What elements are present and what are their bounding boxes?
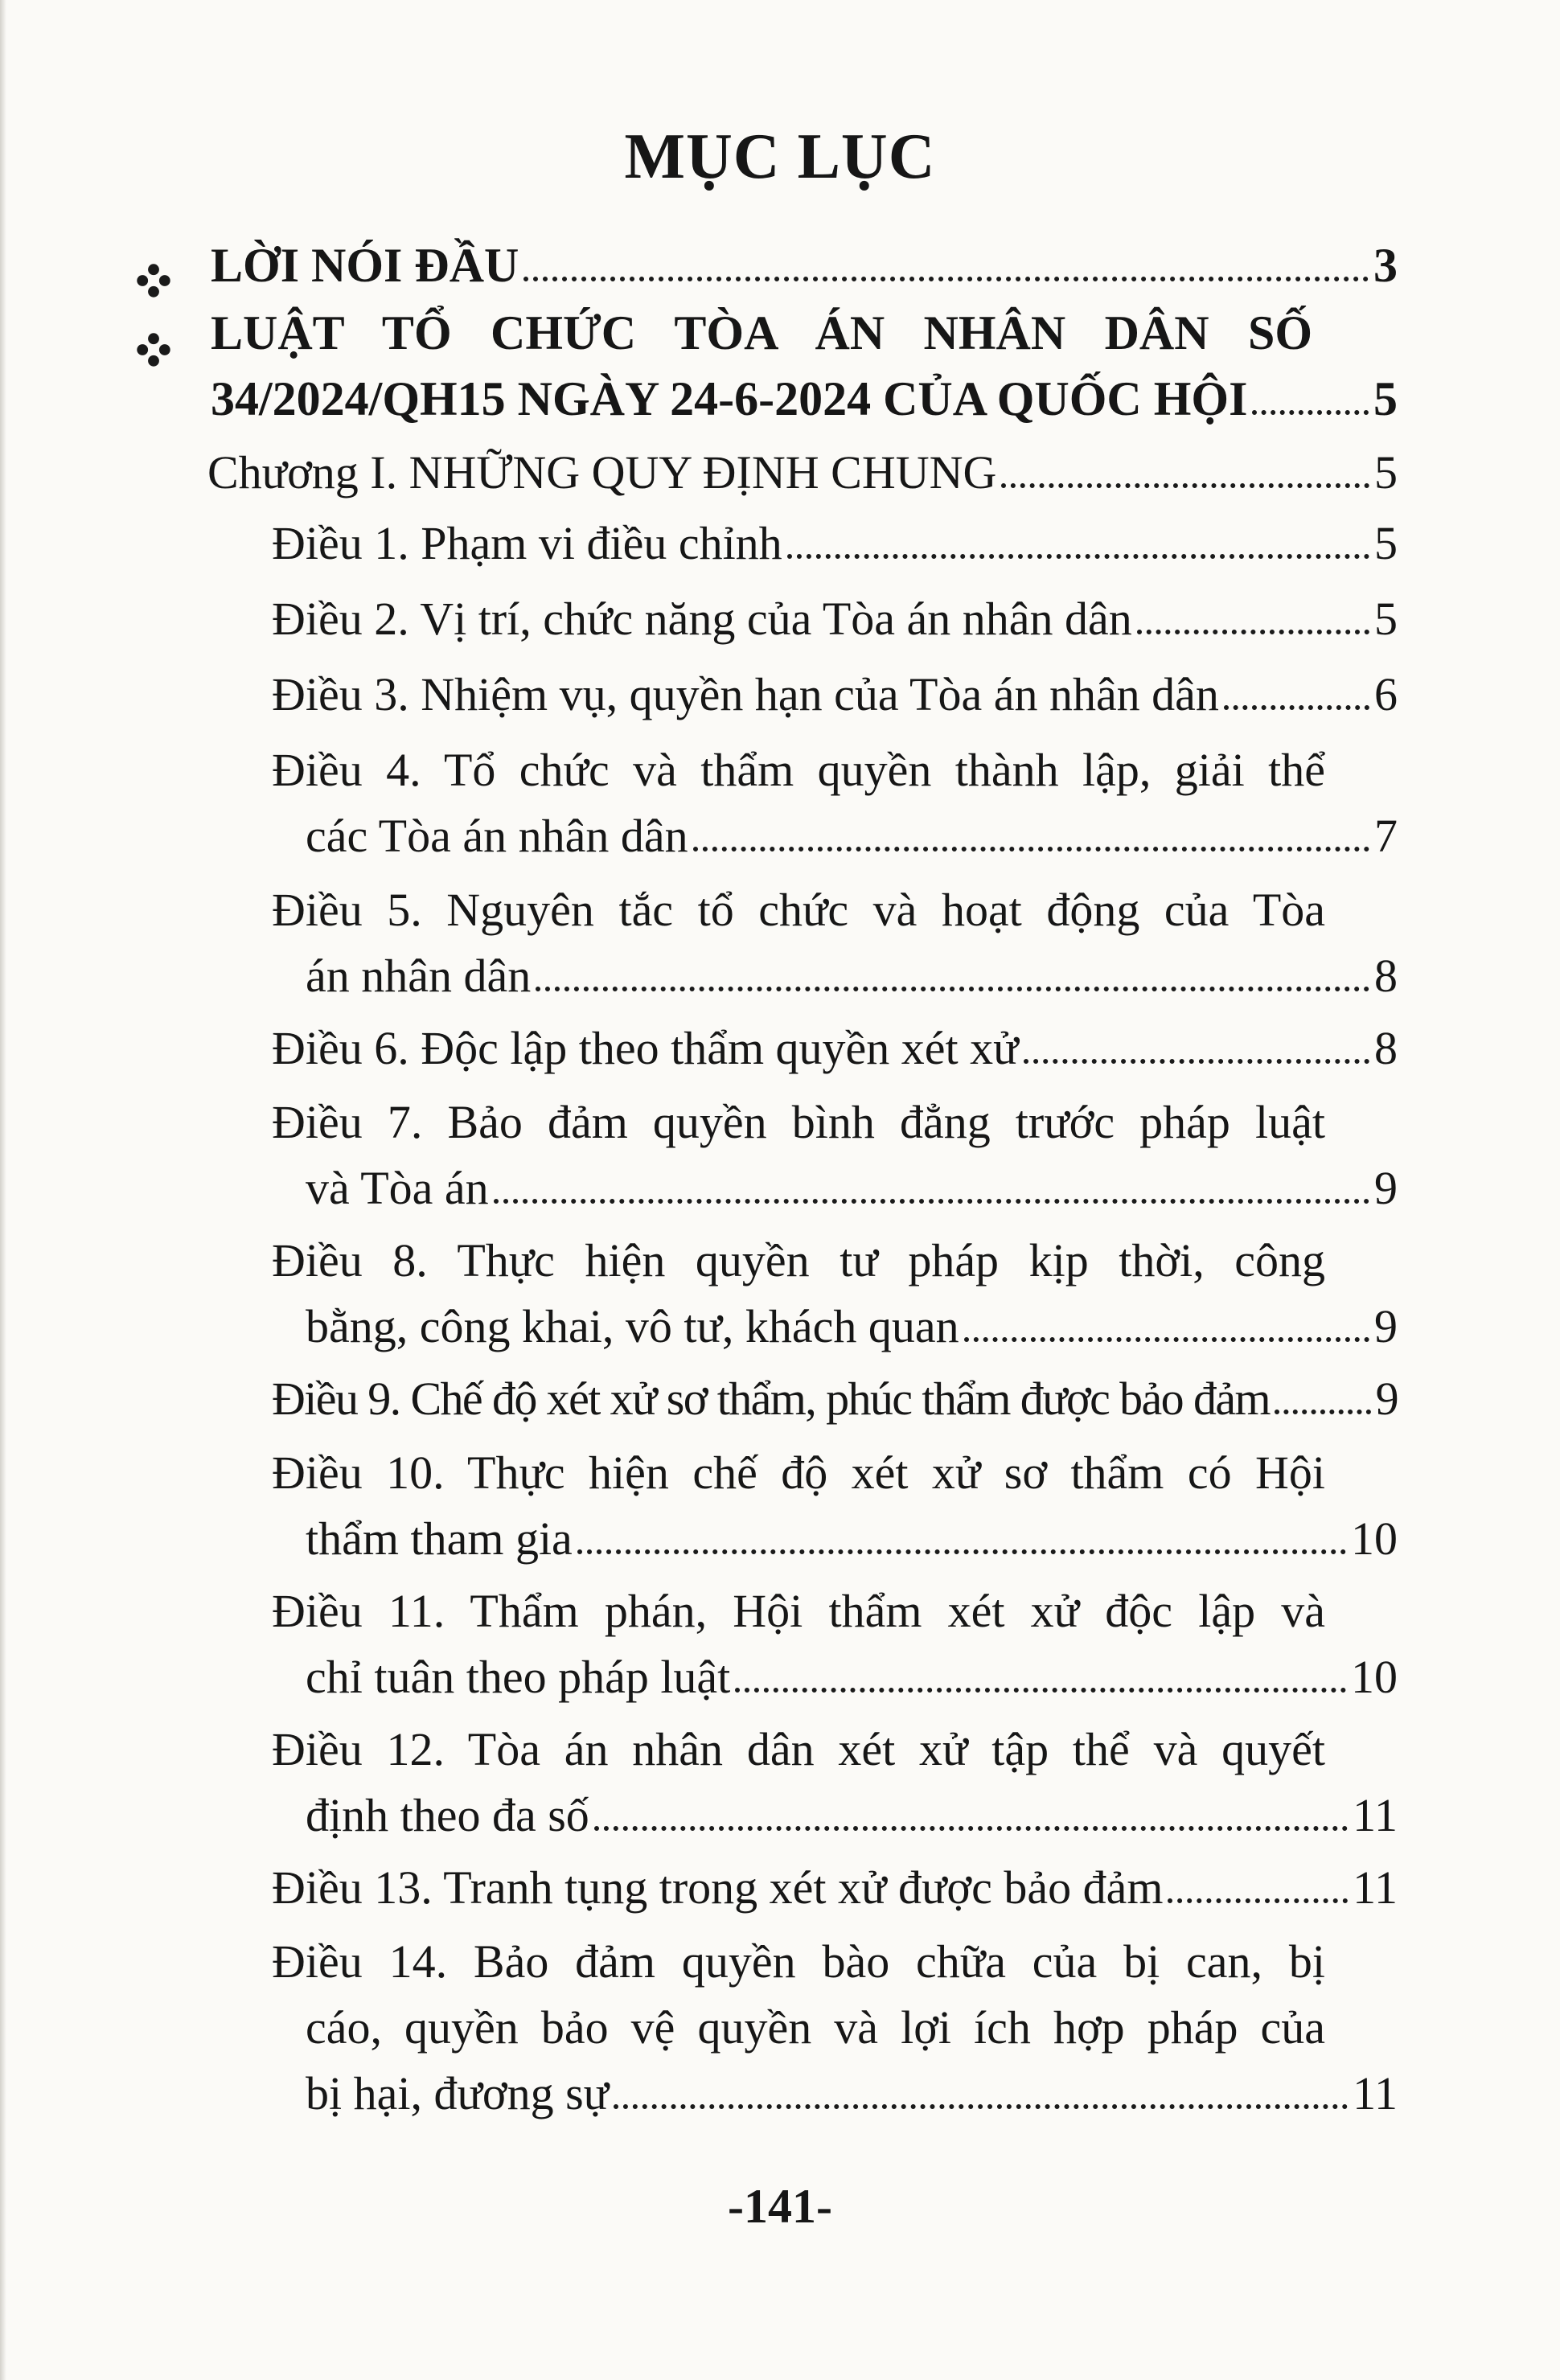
dot-leader [1137, 630, 1369, 634]
toc-article-14-line3[interactable] [306, 2066, 1398, 2132]
toc-section-law-line2[interactable] [211, 371, 1398, 437]
toc-article-label-cont: bị hại, đương sự [306, 2067, 610, 2119]
toc-article-label-cont: các Tòa án nhân dân [306, 810, 688, 862]
dot-leader [523, 277, 1369, 281]
toc-page-number: 5 [1373, 372, 1398, 425]
toc-article-label-cont: cáo, quyền bảo vệ quyền và lợi ích hợp pháp của [306, 2001, 1325, 2054]
toc-article-7-line2[interactable] [306, 1161, 1398, 1227]
toc-article-label-cont: án nhân dân [306, 950, 532, 1002]
toc-page-number: 8 [1374, 950, 1398, 1002]
dot-leader [1001, 483, 1369, 488]
toc-page-number: 5 [1374, 446, 1398, 499]
toc-article-label: Điều 1. Phạm vi điều chỉnh [272, 517, 782, 569]
toc-article-label: Điều 13. Tranh tụng trong xét xử được bảo đảm [272, 1861, 1164, 1914]
toc-article-2[interactable] [272, 592, 1398, 658]
dot-leader [964, 1337, 1369, 1342]
toc-article-5-line1[interactable] [272, 883, 1325, 949]
diamond-bullet-icon [135, 331, 172, 368]
toc-section-preface[interactable] [211, 238, 1398, 304]
toc-article-label-cont: định theo đa số [306, 1789, 589, 1841]
toc-chapter-label: Chương I. NHỮNG QUY ĐỊNH CHUNG [207, 446, 997, 499]
toc-article-label-cont: và Tòa án [306, 1162, 489, 1214]
toc-page-number: 5 [1374, 517, 1398, 569]
dot-leader [693, 847, 1369, 851]
page-title: MỤC LỤC [624, 121, 936, 192]
dot-leader [594, 1826, 1348, 1831]
toc-section-label: LỜI NÓI ĐẦU [211, 239, 519, 292]
toc-page-number: 8 [1374, 1022, 1398, 1074]
toc-page-number: 5 [1374, 593, 1398, 645]
toc-page-number: 9 [1374, 1300, 1398, 1352]
toc-article-4-line2[interactable] [306, 809, 1398, 875]
diamond-bullet-icon [135, 262, 172, 299]
toc-article-10-line1[interactable] [272, 1446, 1325, 1512]
toc-page-number: 11 [1353, 1861, 1398, 1914]
toc-article-label-cont: chỉ tuân theo pháp luật [306, 1651, 731, 1703]
toc-page-number: 9 [1375, 1373, 1398, 1425]
toc-article-13[interactable] [272, 1861, 1398, 1927]
page-edge-shadow [0, 0, 6, 2380]
toc-article-8-line2[interactable] [306, 1299, 1398, 1365]
toc-article-label: Điều 4. Tổ chức và thẩm quyền thành lập, giải thể [272, 744, 1325, 796]
toc-article-label: Điều 10. Thực hiện chế độ xét xử sơ thẩm có Hội [272, 1446, 1325, 1499]
toc-article-12-line2[interactable] [306, 1788, 1398, 1854]
toc-article-9[interactable] [272, 1372, 1398, 1438]
dot-leader [536, 987, 1369, 991]
toc-article-label-cont: thẩm tham gia [306, 1512, 573, 1565]
dot-leader [494, 1199, 1369, 1204]
toc-section-law-line1[interactable] [211, 306, 1312, 371]
toc-article-7-line1[interactable] [272, 1095, 1325, 1161]
toc-page-number: 10 [1351, 1512, 1398, 1565]
toc-page-number: 6 [1374, 668, 1398, 720]
toc-article-label: Điều 6. Độc lập theo thẩm quyền xét xử [272, 1022, 1019, 1074]
toc-page-number: 9 [1374, 1162, 1398, 1214]
toc-section-label-cont: 34/2024/QH15 NGÀY 24-6-2024 CỦA QUỐC HỘI [211, 372, 1248, 425]
toc-article-label: Điều 3. Nhiệm vụ, quyền hạn của Tòa án nhân dân [272, 668, 1219, 720]
dot-leader [614, 2104, 1348, 2109]
toc-article-4-line1[interactable] [272, 743, 1325, 809]
toc-page-number: 11 [1353, 2067, 1398, 2119]
toc-page-number: 11 [1353, 1789, 1398, 1841]
toc-article-label: Điều 14. Bảo đảm quyền bào chữa của bị can, bị [272, 1935, 1325, 1988]
toc-article-14-line1[interactable] [272, 1935, 1325, 2000]
page-number-footer: -141- [728, 2180, 832, 2233]
toc-page-number: 10 [1351, 1651, 1398, 1703]
toc-article-label: Điều 12. Tòa án nhân dân xét xử tập thể và quyết [272, 1723, 1325, 1775]
toc-article-label-cont: bằng, công khai, vô tư, khách quan [306, 1300, 959, 1352]
toc-article-8-line1[interactable] [272, 1233, 1325, 1299]
toc-article-5-line2[interactable] [306, 949, 1398, 1015]
toc-article-label: Điều 7. Bảo đảm quyền bình đẳng trước pháp luật [272, 1096, 1325, 1148]
toc-article-14-line2[interactable] [306, 2000, 1325, 2066]
toc-article-10-line2[interactable] [306, 1512, 1398, 1578]
toc-article-1[interactable] [272, 516, 1398, 582]
toc-article-label: Điều 5. Nguyên tắc tổ chức và hoạt động của Tòa [272, 884, 1325, 936]
toc-article-11-line1[interactable] [272, 1584, 1325, 1650]
toc-page-number: 7 [1374, 810, 1398, 862]
dot-leader [1224, 705, 1369, 710]
toc-chapter-1[interactable] [207, 445, 1398, 511]
toc-section-label: LUẬT TỔ CHỨC TÒA ÁN NHÂN DÂN SỐ [211, 306, 1312, 359]
dot-leader [1168, 1898, 1348, 1903]
dot-leader [735, 1688, 1346, 1693]
toc-article-label: Điều 11. Thẩm phán, Hội thẩm xét xử độc lập và [272, 1585, 1325, 1637]
toc-article-label: Điều 9. Chế độ xét xử sơ thẩm, phúc thẩm được bảo đảm [272, 1373, 1271, 1425]
toc-article-6[interactable] [272, 1021, 1398, 1087]
toc-article-label: Điều 8. Thực hiện quyền tư pháp kịp thời, công [272, 1234, 1325, 1286]
dot-leader [787, 554, 1369, 559]
toc-article-3[interactable] [272, 667, 1398, 733]
toc-article-label: Điều 2. Vị trí, chức năng của Tòa án nhân dân [272, 593, 1132, 645]
dot-leader [1024, 1059, 1369, 1064]
toc-article-12-line1[interactable] [272, 1722, 1325, 1788]
dot-leader [577, 1549, 1346, 1554]
toc-page-number: 3 [1373, 239, 1398, 292]
toc-article-11-line2[interactable] [306, 1650, 1398, 1716]
dot-leader [1275, 1410, 1371, 1414]
dot-leader [1252, 410, 1369, 415]
